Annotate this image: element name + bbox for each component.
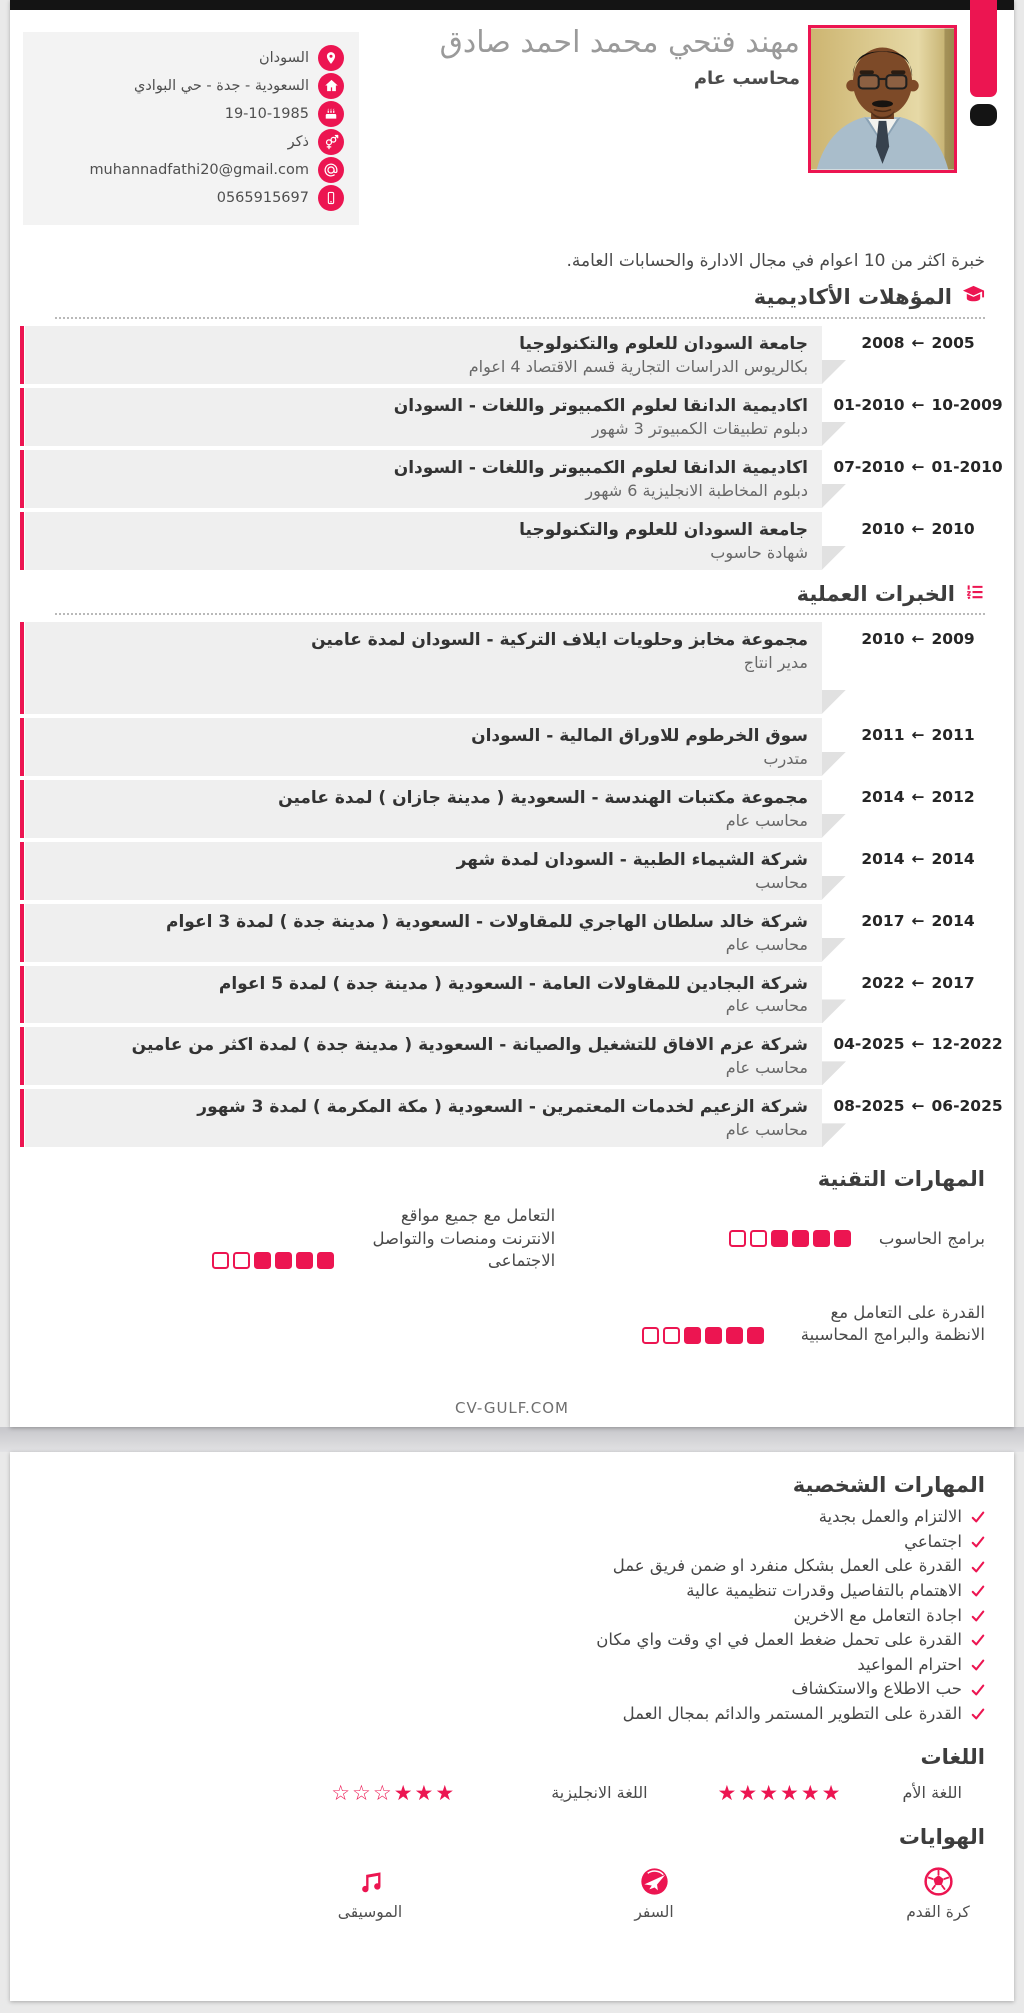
languages-row xyxy=(10,1769,1014,1805)
entry-dates xyxy=(822,904,1014,962)
entry-dates xyxy=(822,622,1014,714)
date-range xyxy=(861,334,974,352)
gender-icon xyxy=(318,129,344,155)
organization-name: شركة عزم الافاق للتشغيل والصيانة - السعودية ( مدينة جدة ) لمدة اكثر من عامين xyxy=(131,1035,808,1056)
entry-dates xyxy=(822,388,1014,446)
entry-dates xyxy=(822,718,1014,776)
top-black-bar xyxy=(10,0,1014,10)
entry-content xyxy=(25,904,822,962)
entry-dates xyxy=(822,1027,1014,1085)
accent-bar xyxy=(20,326,24,384)
entry-content xyxy=(25,718,822,776)
tech-skill-label: التعامل مع جميع مواقع الانترنت ومنصات والتواصل الاجتماعى xyxy=(372,1206,556,1270)
language-stars: ☆☆☆★★★ xyxy=(331,1780,457,1805)
contact-value: 19-10-1985 xyxy=(224,105,309,122)
football-icon xyxy=(923,1865,954,1897)
personal-skill-item xyxy=(10,1679,985,1700)
organization-name: اكاديمية الدانقا لعلوم الكمبيوتر واللغات - السودان xyxy=(393,457,808,478)
personal-skill-text: اجادة التعامل مع الاخرين xyxy=(793,1605,962,1625)
left-arrow-icon: ← xyxy=(911,395,925,414)
education-entries xyxy=(10,326,1014,570)
role-description: محاسب xyxy=(755,872,808,892)
date-from: 12-2022 xyxy=(931,1035,1003,1054)
entry-dates xyxy=(822,780,1014,838)
check-icon xyxy=(971,1707,985,1721)
role-description: متدرب xyxy=(763,748,808,768)
hobbies-title: الهوايات xyxy=(898,1824,985,1849)
personal-skill-item xyxy=(10,1655,985,1676)
date-from: 2005 xyxy=(931,334,975,352)
rating-square-empty xyxy=(663,1327,680,1344)
experience-title: الخبرات العملية xyxy=(796,581,955,606)
personal-skill-text: القدرة على تحمل ضغط العمل في اي وقت واي مكان xyxy=(596,1630,962,1650)
accent-bar xyxy=(20,780,24,838)
organization-name: جامعة السودان للعلوم والتكنولوجيا xyxy=(519,334,808,354)
date-from: 01-2010 xyxy=(931,457,1003,476)
contact-info-box xyxy=(23,32,359,225)
role-description: محاسب عام xyxy=(725,1120,808,1140)
entry-content xyxy=(25,326,822,384)
date-to: 2014 xyxy=(861,787,905,806)
rating-square-filled xyxy=(726,1327,743,1344)
accent-bar xyxy=(20,622,24,714)
entry-content xyxy=(25,780,822,838)
personal-skill-text: القدرة على التطوير المستمر والدائم بمجال العمل xyxy=(622,1704,962,1723)
left-arrow-icon: ← xyxy=(911,334,925,352)
hobby-item xyxy=(902,1865,974,1921)
entry-content xyxy=(25,512,822,570)
entry-dates xyxy=(822,842,1014,900)
rating-square-filled xyxy=(317,1252,334,1269)
contact-value: muhannadfathi20@gmail.com xyxy=(89,161,309,178)
role-description: دبلوم تطبيقات الكمبيوتر 3 شهور xyxy=(591,418,808,438)
personal-skill-item xyxy=(10,1556,985,1577)
entry-box xyxy=(25,718,822,776)
profile-photo xyxy=(808,25,957,173)
education-title: المؤهلات الأكاديمية xyxy=(753,284,952,309)
personal-skill-item xyxy=(10,1606,985,1627)
check-icon xyxy=(971,1658,985,1672)
left-arrow-icon: ← xyxy=(911,725,925,744)
check-icon xyxy=(971,1633,985,1647)
date-from: 2009 xyxy=(931,629,975,648)
contact-value: السودان xyxy=(258,49,309,66)
date-from: 2012 xyxy=(931,787,975,806)
date-to: 2010 xyxy=(861,629,905,648)
date-from: 06-2025 xyxy=(931,1097,1003,1116)
candidate-name: مهند فتحي محمد احمد صادق xyxy=(439,25,800,60)
entry-box xyxy=(25,388,822,446)
section-divider xyxy=(55,317,985,319)
date-to: 2022 xyxy=(861,973,905,992)
entry-content xyxy=(25,450,822,508)
timeline-entry xyxy=(25,966,1014,1024)
contact-value: السعودية - جدة - حي البوادي xyxy=(133,77,309,94)
entry-box xyxy=(25,842,822,900)
left-arrow-icon: ← xyxy=(911,1097,925,1116)
timeline-entry xyxy=(25,450,1014,508)
rating-squares xyxy=(642,1327,764,1344)
name-block xyxy=(440,26,800,89)
accent-bar xyxy=(20,966,24,1024)
timeline-entry xyxy=(25,780,1014,838)
accent-bar xyxy=(20,512,24,570)
accent-bar xyxy=(20,718,24,776)
contact-row xyxy=(38,73,344,99)
personal-skill-text: الاهتمام بالتفاصيل وقدرات تنظيمية عالية xyxy=(686,1580,962,1600)
date-range xyxy=(861,520,974,538)
entry-box xyxy=(25,780,822,838)
entry-box xyxy=(25,1027,822,1085)
left-arrow-icon: ← xyxy=(911,519,925,538)
date-to: 07-2010 xyxy=(833,457,905,476)
accent-bar xyxy=(20,388,24,446)
personal-skill-text: احترام المواعيد xyxy=(857,1654,962,1674)
personal-skill-item xyxy=(10,1704,985,1725)
left-arrow-icon: ← xyxy=(911,1035,925,1054)
rating-square-filled xyxy=(684,1327,701,1344)
left-arrow-icon: ← xyxy=(911,911,925,930)
entry-content xyxy=(25,388,822,446)
date-from: 10-2009 xyxy=(931,395,1003,414)
rating-square-filled xyxy=(296,1252,313,1269)
date-range xyxy=(861,850,974,868)
experience-section xyxy=(10,582,1014,1148)
date-range xyxy=(861,974,974,992)
left-arrow-icon: ← xyxy=(911,457,925,476)
timeline-entry xyxy=(25,842,1014,900)
contact-value: ذكر xyxy=(287,133,309,150)
home-icon xyxy=(318,73,344,99)
tech-skills-title: المهارات التقنية xyxy=(817,1167,985,1192)
date-range xyxy=(833,1035,1002,1053)
accent-bar xyxy=(20,450,24,508)
role-description: محاسب عام xyxy=(725,1058,808,1078)
accent-bar xyxy=(20,904,24,962)
left-arrow-icon: ← xyxy=(911,849,925,868)
left-arrow-icon: ← xyxy=(911,629,925,648)
graduation-cap-icon xyxy=(962,283,985,310)
date-from: 2014 xyxy=(931,911,975,930)
languages-title: اللغات xyxy=(920,1744,985,1769)
job-title: محاسب عام xyxy=(693,67,800,89)
birthday-icon xyxy=(318,101,344,127)
travel-icon xyxy=(639,1865,670,1897)
check-icon xyxy=(971,1510,985,1524)
organization-name: شركة البجادين للمقاولات العامة - السعودية ( مدينة جدة ) لمدة 5 اعوام xyxy=(218,973,808,994)
date-to: 2014 xyxy=(861,849,905,868)
date-from: 2010 xyxy=(931,519,975,538)
entry-box xyxy=(25,904,822,962)
cv-page-1 xyxy=(10,0,1014,1427)
language-label: اللغة الانجليزية xyxy=(551,1783,648,1803)
date-to: 01-2010 xyxy=(833,395,905,414)
date-to: 08-2025 xyxy=(833,1097,905,1116)
rating-squares xyxy=(212,1252,334,1269)
role-description: شهادة حاسوب xyxy=(710,542,808,562)
music-icon xyxy=(356,1865,385,1897)
contact-row xyxy=(38,185,344,211)
rating-square-filled xyxy=(792,1230,809,1247)
date-range xyxy=(861,630,974,648)
entry-dates xyxy=(822,450,1014,508)
organization-name: جامعة السودان للعلوم والتكنولوجيا xyxy=(519,519,808,540)
date-to: 2017 xyxy=(861,911,905,930)
rating-square-empty xyxy=(729,1230,746,1247)
role-description: مدير انتاج xyxy=(743,652,808,672)
personal-skill-item xyxy=(10,1532,985,1553)
rating-square-empty xyxy=(642,1327,659,1344)
portrait-illustration xyxy=(811,28,954,170)
contact-row xyxy=(38,101,344,127)
rating-square-filled xyxy=(747,1327,764,1344)
entry-box xyxy=(25,966,822,1024)
personal-skill-item xyxy=(10,1507,985,1528)
timeline-entry xyxy=(25,718,1014,776)
tech-skills-section xyxy=(10,1167,1014,1346)
entry-dates xyxy=(822,512,1014,570)
rating-square-empty xyxy=(233,1252,250,1269)
entry-content xyxy=(25,622,822,714)
timeline-entry xyxy=(25,622,1014,714)
entry-dates xyxy=(822,966,1014,1024)
hobby-item xyxy=(334,1865,406,1921)
date-range xyxy=(833,1097,1002,1115)
rating-square-filled xyxy=(771,1230,788,1247)
personal-skill-text: القدرة على العمل بشكل منفرد او ضمن فريق عمل xyxy=(612,1556,962,1576)
entry-content xyxy=(25,1027,822,1085)
entry-box xyxy=(25,450,822,508)
check-icon xyxy=(971,1560,985,1574)
education-header xyxy=(10,283,985,310)
cv-header xyxy=(10,10,1014,225)
rating-square-filled xyxy=(813,1230,830,1247)
date-range xyxy=(861,726,974,744)
organization-name: شركة خالد سلطان الهاجري للمقاولات - السعودية ( مدينة جدة ) لمدة 3 اعوام xyxy=(166,911,808,932)
tech-skill xyxy=(555,1205,985,1272)
date-to: 2011 xyxy=(861,725,905,744)
entry-dates xyxy=(822,326,1014,384)
organization-name: شركة الزعيم لخدمات المعتمرين - السعودية ( مكة المكرمة ) لمدة 3 شهور xyxy=(197,1097,808,1118)
personal-skill-text: الالتزام والعمل بجدية xyxy=(818,1507,962,1526)
accent-bar xyxy=(20,842,24,900)
contact-row xyxy=(38,45,344,71)
personal-skill-text: اجتماعي xyxy=(904,1531,962,1551)
entry-dates xyxy=(822,1089,1014,1147)
experience-header xyxy=(10,582,985,606)
contact-value: 0565915697 xyxy=(216,189,309,206)
date-to: 2008 xyxy=(861,334,905,352)
rating-squares xyxy=(729,1230,851,1247)
timeline-entry xyxy=(25,388,1014,446)
check-icon xyxy=(971,1609,985,1623)
experience-entries xyxy=(10,622,1014,1148)
date-range xyxy=(833,396,1002,414)
education-section xyxy=(10,283,1014,570)
organization-name: سوق الخرطوم للاوراق المالية - السودان xyxy=(471,725,808,746)
language-stars: ★★★★★★ xyxy=(717,1780,843,1805)
organization-name: مجموعة مخابز وحلويات ايلاف التركية - السودان لمدة عامين xyxy=(311,629,808,650)
personal-skill-item xyxy=(10,1630,985,1651)
language-label: اللغة الأم xyxy=(902,1783,962,1803)
entry-content xyxy=(25,966,822,1024)
timeline-entry xyxy=(25,1027,1014,1085)
rating-square-filled xyxy=(254,1252,271,1269)
email-icon xyxy=(318,157,344,183)
date-range xyxy=(833,458,1002,476)
accent-bar xyxy=(20,1027,24,1085)
tech-skill-label: برامج الحاسوب xyxy=(878,1228,985,1248)
entry-content xyxy=(25,1089,822,1147)
cv-page-2 xyxy=(10,1452,1014,2001)
organization-name: مجموعة مكتبات الهندسة - السعودية ( مدينة جازان ) لمدة عامين xyxy=(278,787,808,808)
hobbies-row xyxy=(10,1849,1014,1921)
timeline-entry xyxy=(25,1089,1014,1147)
personal-skills-list xyxy=(10,1507,985,1725)
role-description: محاسب عام xyxy=(725,934,808,954)
rating-square-filled xyxy=(275,1252,292,1269)
personal-skill-text: حب الاطلاع والاستكشاف xyxy=(791,1679,962,1699)
entry-box xyxy=(25,326,822,384)
contact-row xyxy=(38,129,344,155)
page-separator xyxy=(0,1427,1024,1452)
organization-name: شركة الشيماء الطبية - السودان لمدة شهر xyxy=(456,849,808,870)
hobby-item xyxy=(618,1865,690,1921)
rating-square-empty xyxy=(750,1230,767,1247)
phone-icon xyxy=(318,185,344,211)
tech-skill-label: القدرة على التعامل مع الانظمة والبرامج المحاسبية xyxy=(800,1303,985,1345)
tech-skill xyxy=(555,1302,985,1347)
check-icon xyxy=(971,1535,985,1549)
timeline-entry xyxy=(25,904,1014,962)
hobby-label: كرة القدم xyxy=(906,1902,970,1921)
tech-skill xyxy=(30,1205,555,1272)
entry-content xyxy=(25,842,822,900)
role-description: دبلوم المخاطبة الانجليزية 6 شهور xyxy=(585,480,808,500)
profile-summary: خبرة اكثر من 10 اعوام في مجال الادارة والحسابات العامة. xyxy=(566,251,985,271)
left-arrow-icon: ← xyxy=(911,787,925,806)
organization-name: اكاديمية الدانقا لعلوم الكمبيوتر واللغات - السودان xyxy=(393,395,808,416)
left-arrow-icon: ← xyxy=(911,973,925,992)
personal-skills-title: المهارات الشخصية xyxy=(792,1473,985,1497)
date-to: 2010 xyxy=(861,519,905,538)
timeline-entry xyxy=(25,512,1014,570)
tech-skills-grid xyxy=(30,1205,985,1346)
location-icon xyxy=(318,45,344,71)
accent-bar xyxy=(20,1089,24,1147)
entry-box xyxy=(25,1089,822,1147)
section-divider xyxy=(55,613,985,615)
hobby-label: السفر xyxy=(634,1902,674,1921)
role-description: بكالريوس الدراسات التجارية قسم الاقتصاد 4 اعوام xyxy=(468,356,808,376)
hobby-label: الموسيقى xyxy=(337,1902,403,1921)
date-range xyxy=(861,912,974,930)
entry-box xyxy=(25,622,822,714)
role-description: محاسب عام xyxy=(725,996,808,1016)
rating-square-filled xyxy=(834,1230,851,1247)
date-from: 2017 xyxy=(931,973,975,992)
check-icon xyxy=(971,1683,985,1697)
timeline-entry xyxy=(25,326,1014,384)
contact-row xyxy=(38,157,344,183)
entry-box xyxy=(25,512,822,570)
date-to: 04-2025 xyxy=(833,1035,905,1054)
site-watermark: CV-GULF.COM xyxy=(455,1399,569,1417)
date-range xyxy=(861,788,974,806)
rating-square-filled xyxy=(705,1327,722,1344)
ordered-list-icon xyxy=(965,582,985,606)
date-from: 2014 xyxy=(931,849,975,868)
date-from: 2011 xyxy=(931,725,975,744)
personal-skill-item xyxy=(10,1581,985,1602)
rating-square-empty xyxy=(212,1252,229,1269)
check-icon xyxy=(971,1584,985,1598)
role-description: محاسب عام xyxy=(725,810,808,830)
